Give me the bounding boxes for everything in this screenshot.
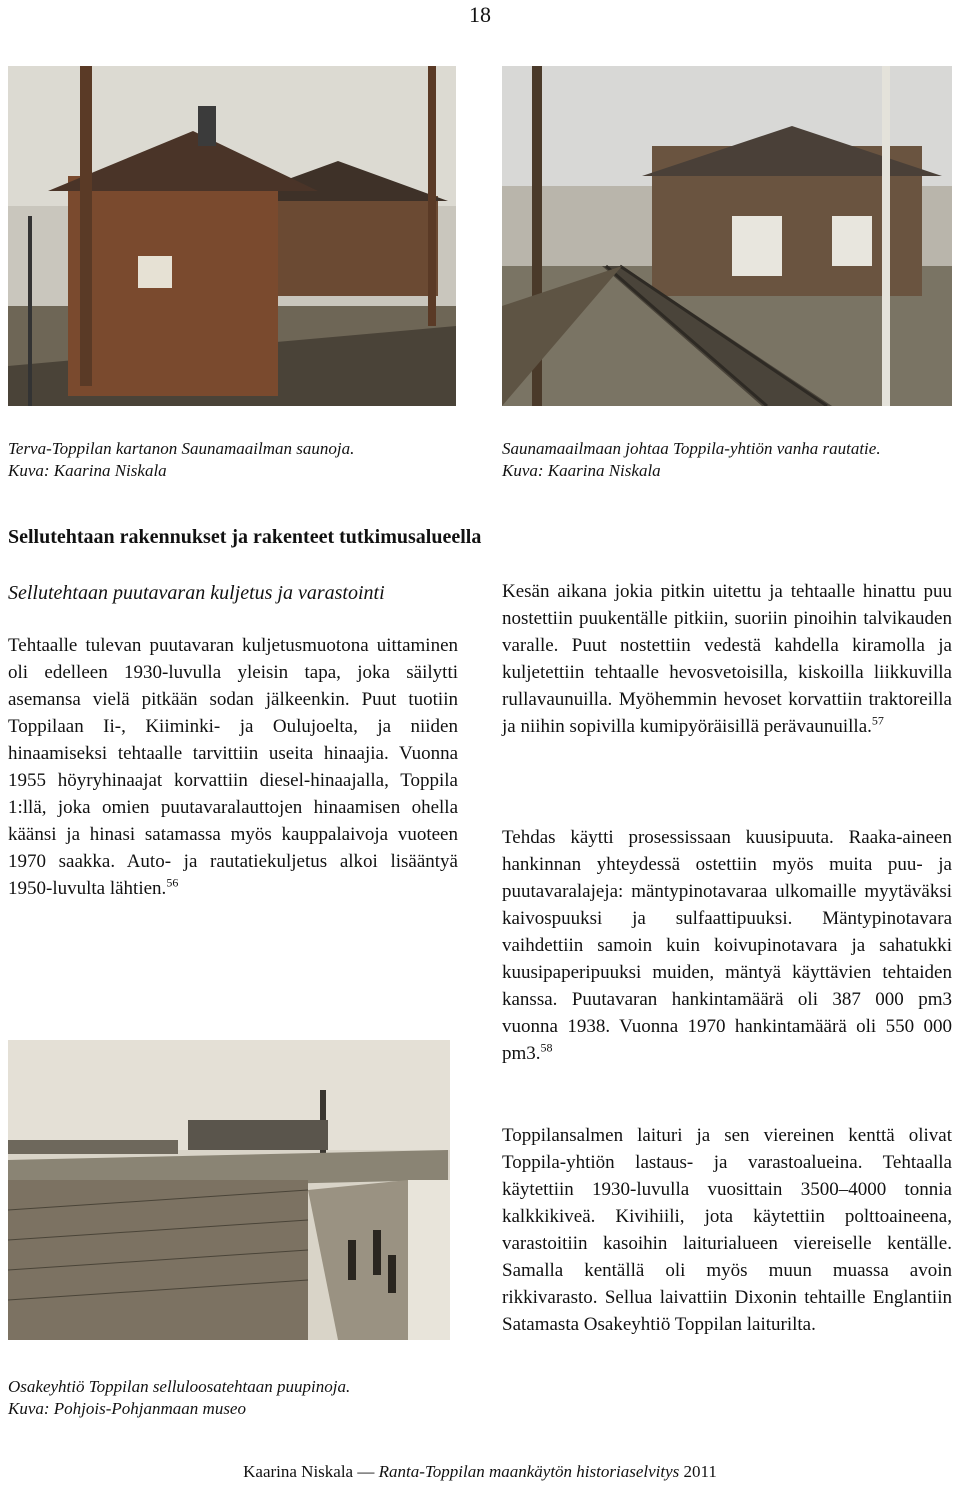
right-paragraph-2: [502, 824, 952, 1067]
paragraph-text: Tehtaalle tulevan puutavaran kuljetusmuotona uittaminen oli edelleen 1930-luvulla yleisin tapa, joka säilytti asemansa vielä pitkään sodan jälkeenkin. Puut tuotiin Toppilaan Ii-, Kiiminki- ja Oulujoelta, ja niiden hinaamiseksi tehtaalle tarvittiin useita hinaajia. Vuonna 1955 höyryhinaajat korvattiin diesel-hinaajalla, Toppila 1:llä, joka omien puutavaralauttojen hinaamisen ohella käänsi ja hinasi satamassa myös kauppalaivoja vuoteen 1970 saakka. Auto- ja rautatiekuljetus alkoi lisääntyä 1950-luvulta lähtien.: [8, 635, 458, 899]
railway-photo-caption: [502, 438, 881, 482]
caption-credit: Kuva: Pohjois-Pohjanmaan museo: [8, 1399, 246, 1418]
woodpiles-photo-caption: [8, 1376, 350, 1420]
footer-year: 2011: [679, 1462, 717, 1481]
caption-line: Terva-Toppilan kartanon Saunamaailman saunoja.: [8, 439, 355, 458]
footnote-ref: 56: [166, 875, 179, 890]
section-title: Sellutehtaan rakennukset ja rakenteet tutkimusalueella: [8, 526, 482, 548]
right-paragraph-1: [502, 578, 952, 740]
woodpiles-photo: [8, 1040, 450, 1340]
sauna-photo: [8, 66, 456, 406]
footer-title: Ranta-Toppilan maankäytön historiaselvitys: [378, 1462, 680, 1481]
caption-line: Osakeyhtiö Toppilan selluloosatehtaan puupinoja.: [8, 1377, 351, 1396]
paragraph-text: Toppilansalmen laituri ja sen viereinen kenttä olivat Toppila-yhtiön lastaus- ja varastoalueina. Tehtaalla käytettiin 1930-luvulla vuosittain 3500–4000 tonnia kalkkikiveä. Kivihiili, jota käytettiin polttoaineena, varastoitiin kasoihin laiturialueen viereiselle kentälle. Samalla kentällä oli myös muun muassa avoin rikkivarasto. Sellua laivattiin Dixonin tehtaille Englantiin Satamasta Osakeyhtiö Toppilan laiturilta.: [502, 1125, 952, 1335]
footer-author: Kaarina Niskala —: [243, 1462, 379, 1481]
subsection-title: Sellutehtaan puutavaran kuljetus ja varastointi: [8, 582, 385, 604]
page-footer: [0, 1462, 960, 1482]
caption-credit: Kuva: Kaarina Niskala: [8, 461, 167, 480]
right-paragraph-3: [502, 1122, 952, 1338]
left-paragraph: [8, 632, 458, 902]
footnote-ref: 58: [540, 1040, 553, 1055]
caption-credit: Kuva: Kaarina Niskala: [502, 461, 661, 480]
paragraph-text: Tehdas käytti prosessissaan kuusipuuta. Raaka-aineen hankinnan yhteydessä ostettiin myös muita puu- ja puutavaralajeja: mäntypinotavaraa ulkomaille myytäväksi kaivospuuksi ja sulfaattipuuksi. Mäntypinotavara vaihdettiin samoin kuin koivupinotavara ja sahatukki kuusipaperipuuksi muiden, mäntyä käyttävien tehtaiden kanssa. Puutavaran hankintamäärä oli 387 000 pm3 vuonna 1938. Vuonna 1970 hankintamäärä oli 550 000 pm3.: [502, 827, 952, 1064]
caption-line: Saunamaailmaan johtaa Toppila-yhtiön vanha rautatie.: [502, 439, 881, 458]
footnote-ref: 57: [871, 713, 884, 728]
paragraph-text: Kesän aikana jokia pitkin uitettu ja tehtaalle hinattu puu nostettiin puukentälle pitkiin, suoriin pinoihin talvikauden varalle. Puut nostettiin vedestä kahdella kiramolla ja kuljetettiin tehtaalle hevosvetoisilla, kiskoilla liikkuvilla rullavaunuilla. Myöhemmin hevoset korvattiin traktoreilla ja niihin sopivilla kumipyöräisillä perävaunuilla.: [502, 581, 952, 737]
page-number: 18: [469, 2, 491, 27]
railway-photo: [502, 66, 952, 406]
sauna-photo-caption: [8, 438, 354, 482]
